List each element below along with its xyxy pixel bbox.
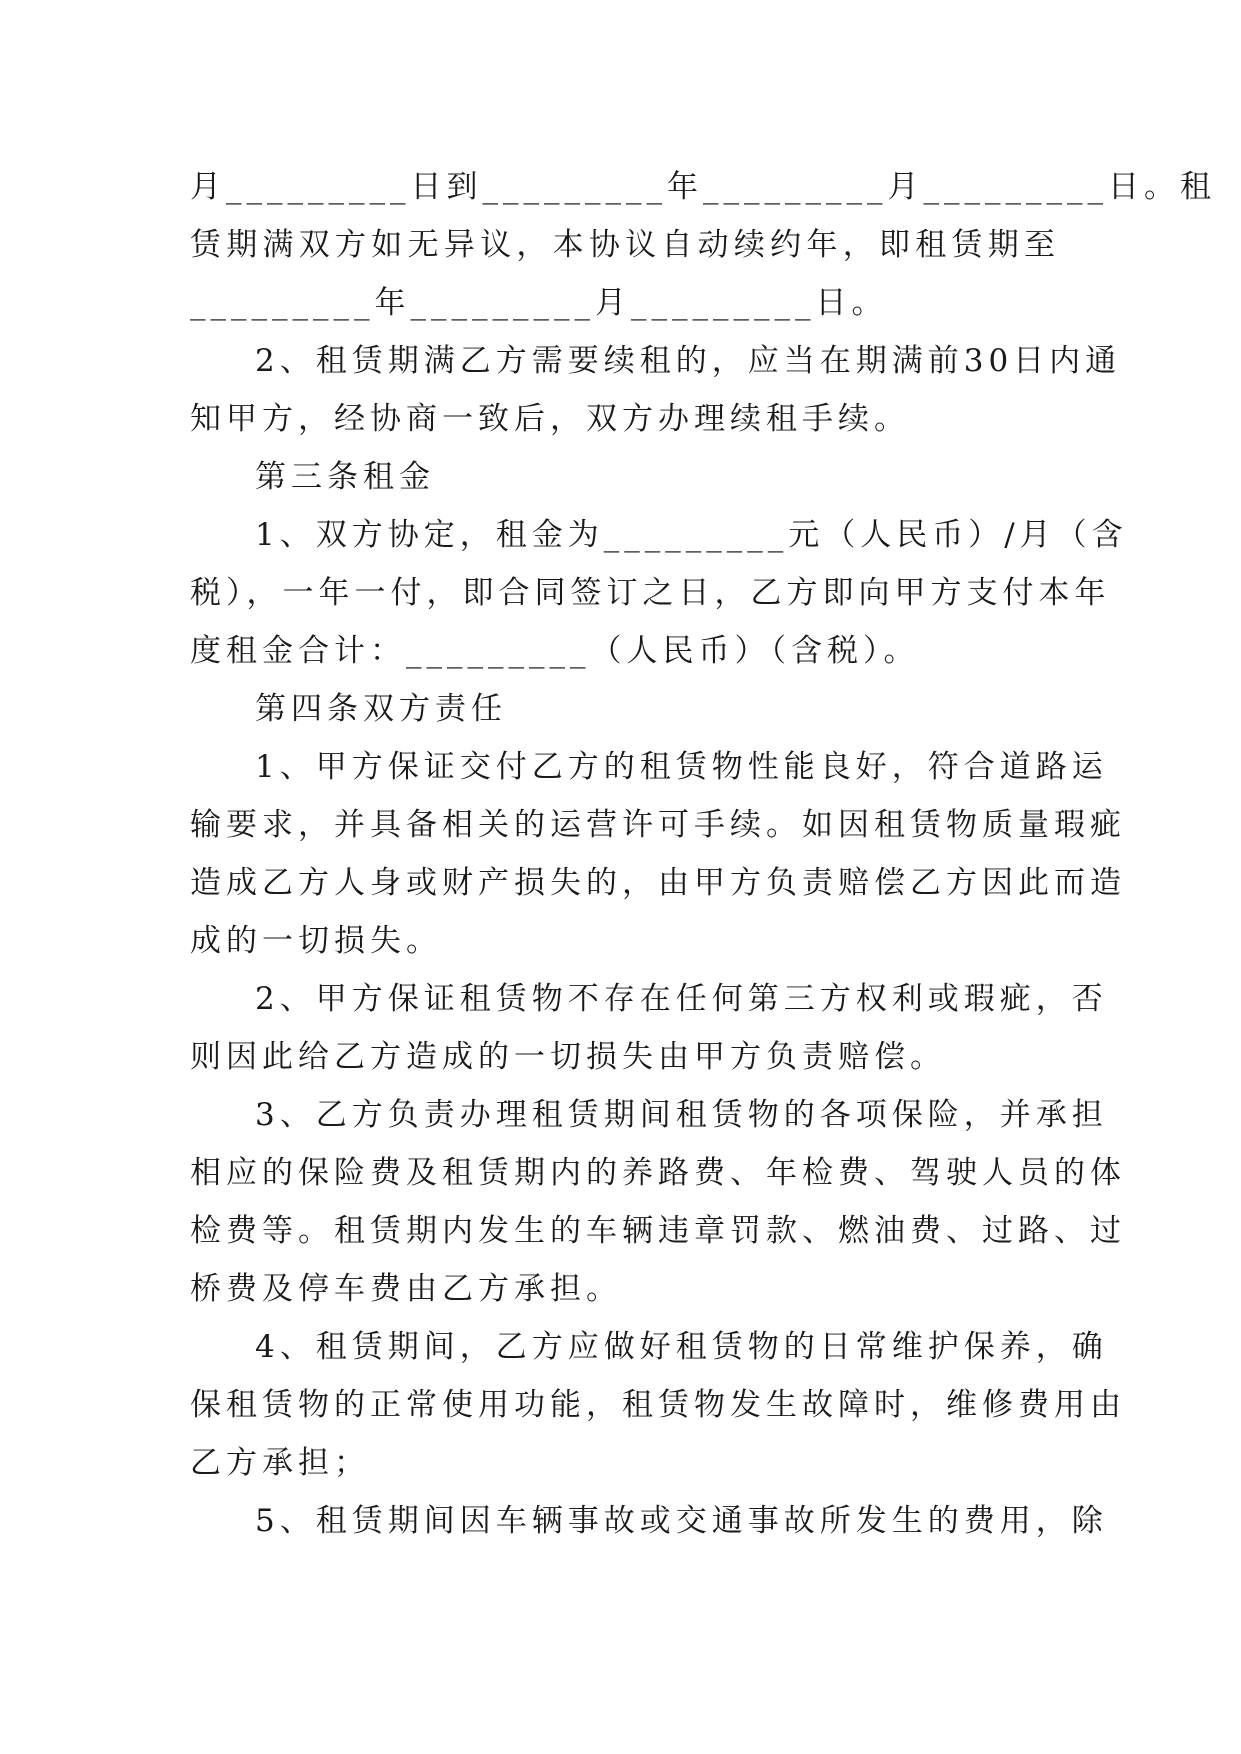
text-line: 5、租赁期间因车辆事故或交通事故所发生的费用，除 [255,1503,1108,1539]
text-line: 2、租赁期满乙方需要续租的，应当在期满前30日内通 [255,343,1122,379]
text-line: 4、租赁期间，乙方应做好租赁物的日常维护保养，确 [255,1329,1108,1365]
text-line: 乙方承担； [190,1445,370,1481]
text-line: 赁期满双方如无异议，本协议自动续约年，即租赁期至 [190,227,1060,263]
text-line: 月_________日到_________年_________月_________日。租 [190,169,1216,205]
text-line: 知甲方，经协商一致后，双方办理续租手续。 [190,401,910,437]
section-heading: 第三条租金 [255,459,435,495]
text-line: 成的一切损失。 [190,923,442,959]
text-line: 保租赁物的正常使用功能，租赁物发生故障时，维修费用由 [190,1387,1126,1423]
text-line: 1、甲方保证交付乙方的租赁物性能良好，符合道路运 [255,749,1108,785]
text-line: 3、乙方负责办理租赁期间租赁物的各项保险，并承担 [255,1097,1108,1133]
section-heading: 第四条双方责任 [255,691,507,727]
text-line: 造成乙方人身或财产损失的，由甲方负责赔偿乙方因此而造 [190,865,1126,901]
text-line: _________年_________月_________日。 [190,285,888,321]
text-line: 度租金合计：_________（人民币）（含税）。 [190,633,920,669]
text-line: 则因此给乙方造成的一切损失由甲方负责赔偿。 [190,1039,946,1075]
text-line: 输要求，并具备相关的运营许可手续。如因租赁物质量瑕疵 [190,807,1126,843]
text-line: 检费等。租赁期内发生的车辆违章罚款、燃油费、过路、过 [190,1213,1126,1249]
text-line: 相应的保险费及租赁期内的养路费、年检费、驾驶人员的体 [190,1155,1126,1191]
text-line: 1、双方协定，租金为_________元（人民币）/月（含 [255,517,1128,553]
text-line: 2、甲方保证租赁物不存在任何第三方权利或瑕疵，否 [255,981,1108,1017]
text-line: 桥费及停车费由乙方承担。 [190,1271,622,1307]
text-line: 税），一年一付，即合同签订之日，乙方即向甲方支付本年 [190,575,1111,611]
